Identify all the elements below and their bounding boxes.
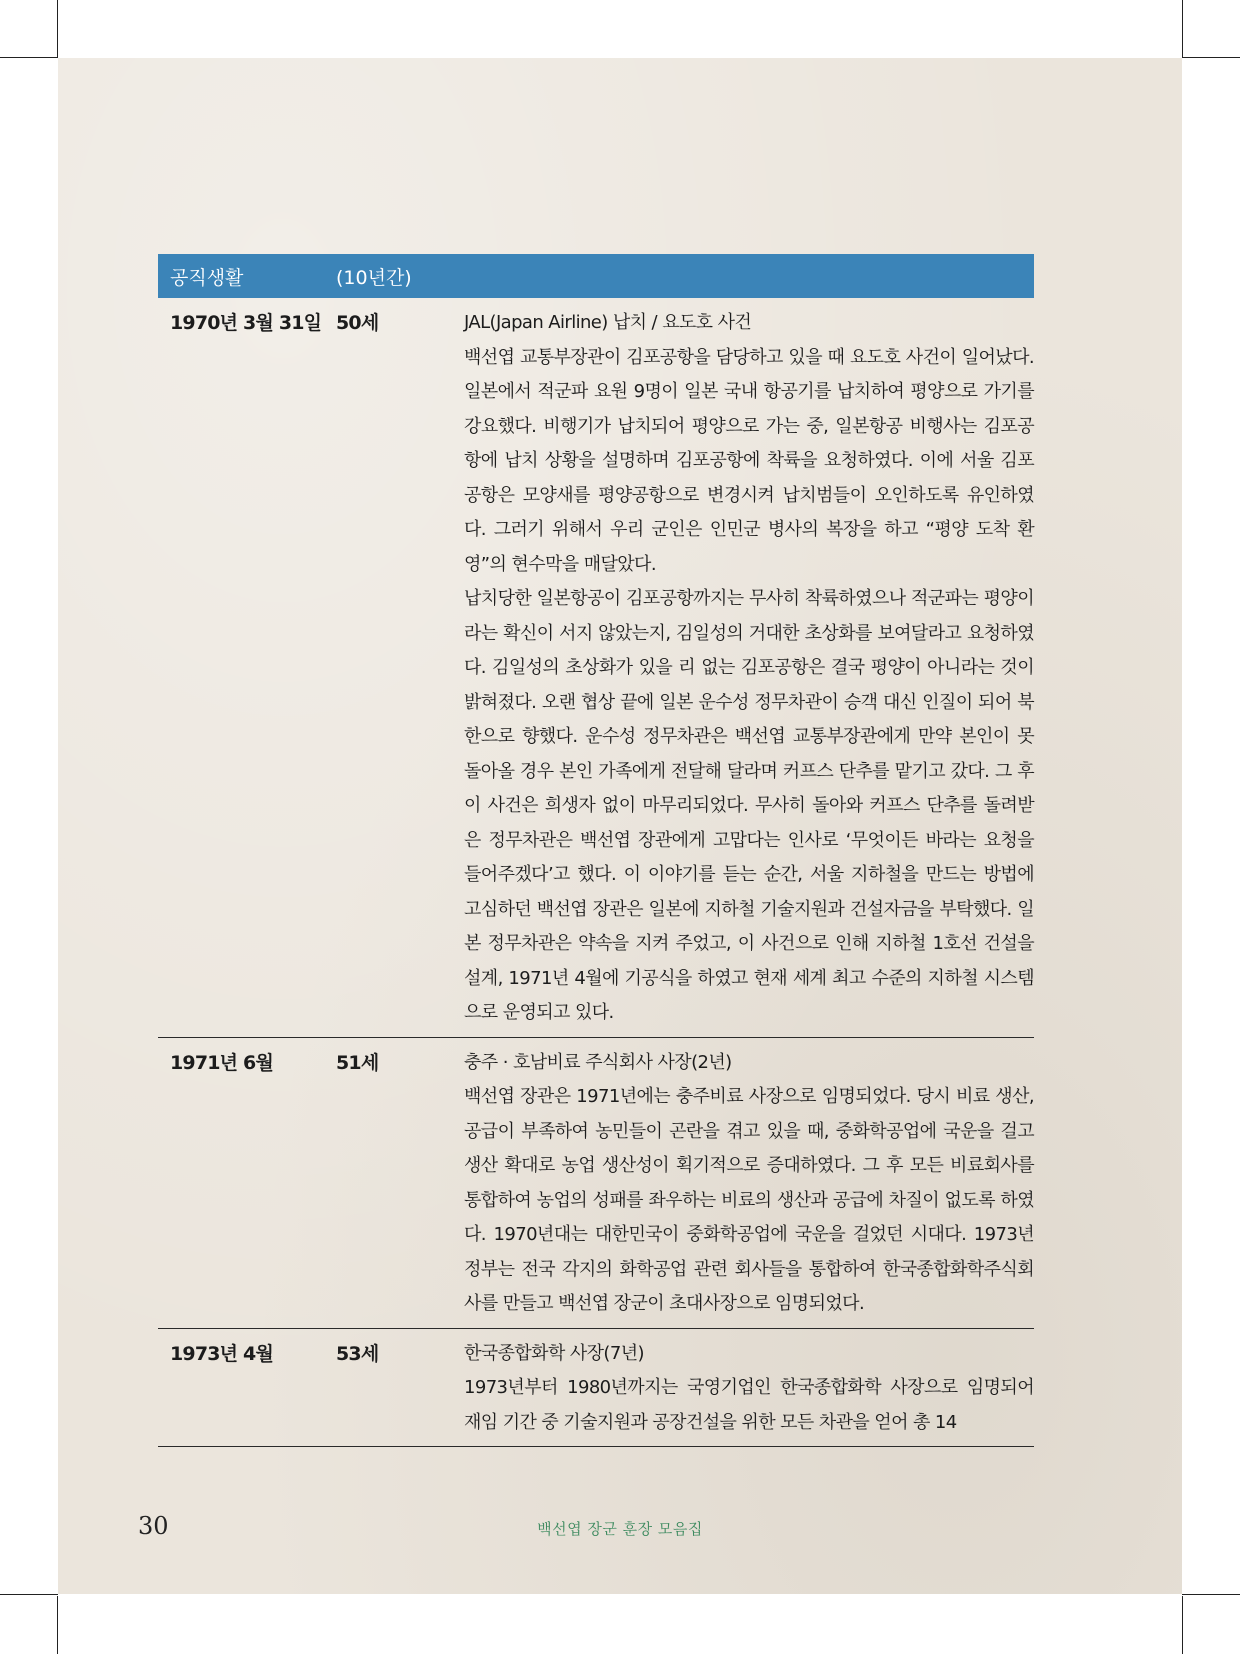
crop-mark — [1182, 0, 1183, 58]
row-content — [464, 1046, 1034, 1322]
timeline-row — [158, 1329, 1034, 1448]
crop-mark — [57, 0, 58, 58]
crop-mark — [1182, 57, 1240, 58]
crop-mark — [0, 57, 58, 58]
header-label: 공직생활 — [170, 266, 244, 289]
crop-mark — [0, 1594, 58, 1595]
career-timeline-table — [158, 254, 1034, 1447]
crop-mark — [1182, 1594, 1240, 1595]
row-content — [464, 306, 1034, 1031]
row-age: 51세 — [336, 1051, 379, 1074]
row-age: 53세 — [336, 1342, 379, 1365]
row-date: 1970년 3월 31일 — [170, 312, 322, 334]
row-content — [464, 1337, 1034, 1441]
row-age: 50세 — [336, 312, 379, 334]
row-paragraph: 백선엽 장관은 1971년에는 충주비료 사장으로 임명되었다. 당시 비료 생산, 공급이 부족하여 농민들이 곤란을 겪고 있을 때, 중화학공업에 국운을 걸고 생산 확대로 농업 생산성이 획기적으로 증대하였다. 그 후 모든 비료회사를 통합하여 농업의 성패를 좌우하는 비료의 생산과 공급에 차질이 없도록 하였다. 1970년대는 대한민국이 중화학공업에 국운을 걸었던 시대다. 1973년 정부는 전국 각지의 화학공업 관련 회사들을 통합하여 한국종합화학주식회사를 만들고 백선엽 장군이 초대사장으로 임명되었다. — [464, 1086, 1034, 1314]
crop-mark — [1182, 1596, 1183, 1654]
running-footer-title: 백선엽 장군 훈장 모음집 — [537, 1520, 703, 1538]
row-title: JAL(Japan Airline) 납치 / 요도호 사건 — [464, 312, 752, 333]
timeline-row — [158, 298, 1034, 1038]
row-title: 충주 · 호남비료 주식회사 사장(2년) — [464, 1051, 732, 1073]
table-header — [158, 254, 1034, 298]
timeline-row — [158, 1038, 1034, 1329]
row-paragraph: 납치당한 일본항공이 김포공항까지는 무사히 착륙하였으나 적군파는 평양이라는 확신이 서지 않았는지, 김일성의 거대한 초상화를 보여달라고 요청하였다. 김일성의 초상화가 있을 리 없는 김포공항은 결국 평양이 아니라는 것이 밝혀졌다. 오랜 협상 끝에 일본 운수성 정무차관이 승객 대신 인질이 되어 북한으로 향했다. 운수성 정무차관은 백선엽 교통부장관에게 만약 본인이 못 돌아올 경우 본인 가족에게 전달해 달라며 커프스 단추를 맡기고 갔다. 그 후 이 사건은 희생자 없이 마무리되었다. 무사히 돌아와 커프스 단추를 돌려받은 정무차관은 백선엽 장관에게 고맙다는 인사로 ‘무엇이든 바라는 요청을 들어주겠다’고 했다. 이 이야기를 듣는 순간, 서울 지하철을 만드는 방법에 고심하던 백선엽 장관은 일본에 지하철 기술지원과 건설자금을 부탁했다. 일본 정무차관은 약속을 지켜 주었고, 이 사건으로 인해 지하철 1호선 건설을 설계, 1971년 4월에 기공식을 하였고 현재 세계 최고 수준의 지하철 시스템으로 운영되고 있다. — [464, 588, 1034, 1023]
header-period: (10년간) — [336, 266, 412, 289]
row-date: 1973년 4월 — [170, 1342, 274, 1365]
page-number: 30 — [138, 1512, 169, 1540]
row-paragraph: 1973년부터 1980년까지는 국영기업인 한국종합화학 사장으로 임명되어 재임 기간 중 기술지원과 공장건설을 위한 모든 차관을 얻어 총 14 — [464, 1377, 1034, 1433]
row-paragraph: 백선엽 교통부장관이 김포공항을 담당하고 있을 때 요도호 사건이 일어났다. 일본에서 적군파 요원 9명이 일본 국내 항공기를 납치하여 평양으로 가기를 강요했다. 비행기가 납치되어 평양으로 가는 중, 일본항공 비행사는 김포공항에 납치 상황을 설명하며 김포공항에 착륙을 요청하였다. 이에 서울 김포공항은 모양새를 평양공항으로 변경시켜 납치범들이 오인하도록 유인하였다. 그러기 위해서 우리 군인은 인민군 병사의 복장을 하고 “평양 도착 환영”의 현수막을 매달았다. — [464, 346, 1034, 575]
row-date: 1971년 6월 — [170, 1051, 274, 1074]
crop-mark — [57, 1596, 58, 1654]
row-title: 한국종합화학 사장(7년) — [464, 1342, 644, 1364]
